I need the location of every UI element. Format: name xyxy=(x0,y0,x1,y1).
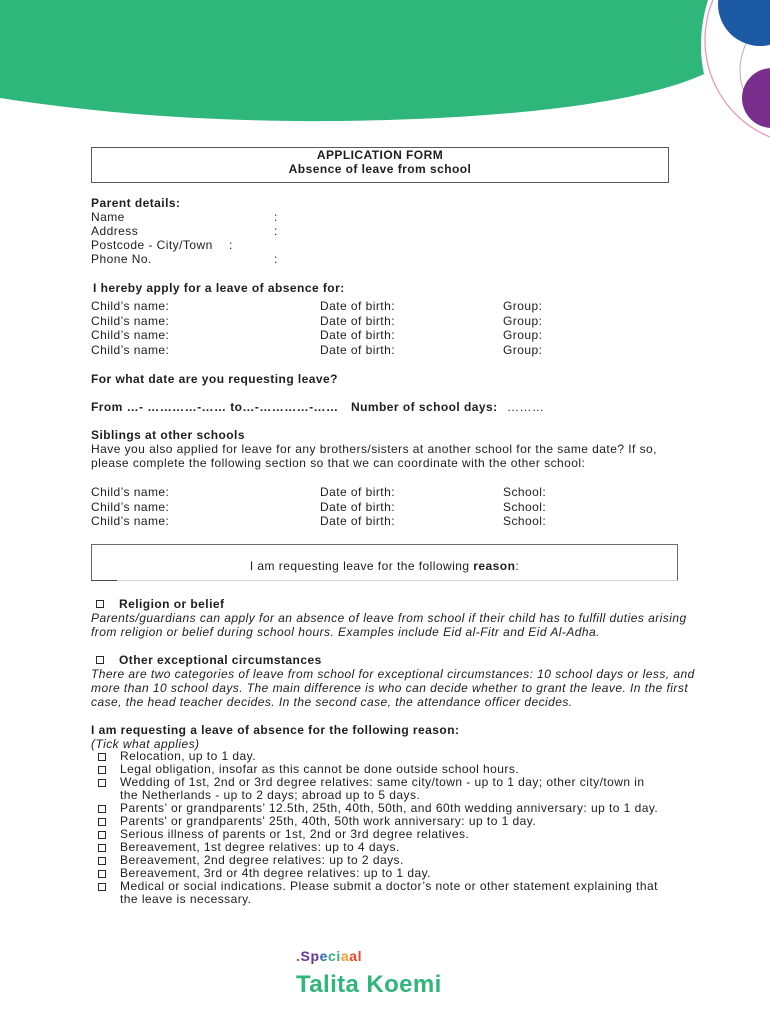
reason-option-text: Parents’ or grandparents’ 12.5th, 25th, 40th, 50th, and 60th wedding anniversary: up to 1 day. xyxy=(120,801,659,815)
logo-letter: l xyxy=(357,948,363,964)
religion-description-line: Parents/guardians can apply for an absence of leave from school if their child has to fulfill duties arising xyxy=(91,611,687,625)
field-separator: : xyxy=(274,210,278,224)
reason-box-text-before: I am requesting leave for the following xyxy=(249,559,474,573)
reason-checkbox[interactable] xyxy=(98,818,106,826)
reasons-heading-wrap xyxy=(91,723,459,751)
date-of-birth-label: Date of birth: xyxy=(320,514,396,528)
date-of-birth-label: Date of birth: xyxy=(320,313,396,328)
logo-letter: a xyxy=(349,948,358,964)
logo-letter: . xyxy=(296,948,301,964)
school-days-value: ……… xyxy=(507,400,545,414)
reason-box xyxy=(91,544,678,581)
reason-option-text: Wedding of 1st, 2nd or 3rd degree relatives: same city/town - up to 1 day; other city/town in xyxy=(120,775,645,789)
child-name-label: Child’s name: xyxy=(91,342,170,357)
field-label-phone: Phone No. xyxy=(91,252,152,266)
field-separator: : xyxy=(274,252,278,266)
green-wave-shape xyxy=(0,0,708,121)
reason-box-text-after: : xyxy=(515,559,520,573)
school-label: School: xyxy=(503,514,547,528)
reason-option-text: Bereavement, 1st degree relatives: up to 4 days. xyxy=(120,840,400,854)
school-label: School: xyxy=(503,499,547,514)
reason-option-text: Serious illness of parents or 1st, 2nd or 3rd degree relatives. xyxy=(120,827,470,841)
reason-option-text: Medical or social indications. Please submit a doctor’s note or other statement explaining that xyxy=(120,879,658,893)
field-label-postcode-city: Postcode - City/Town xyxy=(91,238,213,252)
reason-checkbox[interactable] xyxy=(98,805,106,813)
reason-option-text: Relocation, up to 1 day. xyxy=(120,749,256,763)
group-label: Group: xyxy=(503,328,543,343)
dates-row xyxy=(91,400,691,414)
child-name-label: Child’s name: xyxy=(91,328,170,343)
exceptional-description-line: There are two categories of leave from school for exceptional circumstances: 10 school days or less, and xyxy=(91,667,695,681)
exceptional-label: Other exceptional circumstances xyxy=(119,653,322,667)
sibling-row xyxy=(91,500,691,515)
logo-letter: c xyxy=(328,948,337,964)
reason-option xyxy=(91,880,711,906)
reason-checkbox[interactable] xyxy=(98,831,106,839)
child-row xyxy=(91,343,691,358)
reason-checkbox[interactable] xyxy=(98,753,106,761)
logo-letter: a xyxy=(340,948,350,964)
header-decoration xyxy=(0,0,770,160)
category-row xyxy=(91,597,691,611)
date-of-birth-label: Date of birth: xyxy=(320,328,396,343)
school-label: School: xyxy=(503,485,547,499)
logo-talita-koemi: Talita Koemi xyxy=(296,971,442,998)
category-row xyxy=(91,653,691,667)
field-row-phone xyxy=(91,252,278,266)
field-label-name: Name xyxy=(91,210,125,224)
reason-checkbox[interactable] xyxy=(98,779,106,787)
child-row xyxy=(91,328,691,343)
logo-letter: p xyxy=(310,948,320,964)
child-name-label: Child’s name: xyxy=(91,514,170,528)
reasons-heading: I am requesting a leave of absence for the following reason: xyxy=(91,723,460,737)
reason-checkbox[interactable] xyxy=(98,844,106,852)
field-separator: : xyxy=(229,238,233,252)
parent-details-section xyxy=(91,196,278,266)
logo-letter: S xyxy=(300,948,311,964)
field-row-name xyxy=(91,210,278,224)
child-name-label: Child’s name: xyxy=(91,313,170,328)
exceptional-description-line: case, the head teacher decides. In the second case, the attendance officer decides. xyxy=(91,695,573,709)
category-exceptional xyxy=(91,653,695,709)
dates-row-wrap xyxy=(91,400,691,414)
apply-heading: I hereby apply for a leave of absence for: xyxy=(93,281,345,295)
category-religion xyxy=(91,597,691,639)
reason-checkbox[interactable] xyxy=(98,870,106,878)
reason-option-text: Bereavement, 3rd or 4th degree relatives: up to 1 day. xyxy=(120,866,431,880)
religion-checkbox[interactable] xyxy=(96,600,104,608)
logo-letter: e xyxy=(319,948,328,964)
reason-checkbox[interactable] xyxy=(98,766,106,774)
reason-option xyxy=(91,776,711,802)
form-title-box xyxy=(91,147,669,183)
parent-details-heading: Parent details: xyxy=(91,196,181,210)
reason-box-text-bold: reason xyxy=(473,559,516,573)
dates-heading: For what date are you requesting leave? xyxy=(91,372,338,386)
siblings-table xyxy=(91,485,691,529)
siblings-intro-line: Have you also applied for leave for any brothers/sisters at another school for the same date? If so, xyxy=(91,442,657,456)
form-title: APPLICATION FORM xyxy=(316,148,444,162)
exceptional-checkbox[interactable] xyxy=(96,656,104,664)
reason-option-text: the Netherlands - up to 2 days; abroad up to 5 days. xyxy=(120,788,421,802)
from-to-dates: From …- …………-…… to…-…………-…… xyxy=(91,400,339,414)
apply-heading-wrap xyxy=(93,281,345,295)
child-name-label: Child’s name: xyxy=(91,299,170,313)
field-row-postcode-city xyxy=(91,238,233,252)
siblings-heading: Siblings at other schools xyxy=(91,428,245,442)
field-separator: : xyxy=(274,224,278,238)
religion-label: Religion or belief xyxy=(119,597,225,611)
date-of-birth-label: Date of birth: xyxy=(320,485,396,499)
school-days-label: Number of school days: xyxy=(351,400,498,414)
reasons-hint: (Tick what applies) xyxy=(91,737,200,751)
reason-box-text xyxy=(92,559,677,573)
exceptional-description-line: more than 10 school days. The main difference is who can decide whether to grant the leave. In the first xyxy=(91,681,689,695)
field-row-address xyxy=(91,224,278,238)
sibling-row xyxy=(91,514,691,529)
group-label: Group: xyxy=(503,299,543,313)
child-row xyxy=(91,314,691,329)
dates-heading-wrap xyxy=(91,372,338,386)
children-table xyxy=(91,299,691,357)
reason-option-text: Legal obligation, insofar as this cannot be done outside school hours. xyxy=(120,762,520,776)
logo-letter: i xyxy=(336,948,341,964)
reason-box-corner-mark xyxy=(91,580,117,581)
reason-option-text: Bereavement, 2nd degree relatives: up to 2 days. xyxy=(120,853,404,867)
siblings-section xyxy=(91,428,657,470)
religion-description-line: from religion or belief during school hours. Examples include Eid al-Fitr and Eid Al-Adha. xyxy=(91,625,600,639)
group-label: Group: xyxy=(503,342,543,357)
child-name-label: Child’s name: xyxy=(91,485,170,499)
purple-circle-decoration xyxy=(742,68,770,128)
reason-option-text: the leave is necessary. xyxy=(120,892,252,906)
blue-circle-decoration xyxy=(718,0,770,46)
date-of-birth-label: Date of birth: xyxy=(320,299,396,313)
group-label: Group: xyxy=(503,313,543,328)
date-of-birth-label: Date of birth: xyxy=(320,342,396,357)
sibling-row xyxy=(91,485,691,500)
siblings-intro-line: please complete the following section so that we can coordinate with the other school: xyxy=(91,456,586,470)
logo-speciaal xyxy=(296,948,362,964)
reason-option-text: Parents' or grandparents' 25th, 40th, 50th work anniversary: up to 1 day. xyxy=(120,814,537,828)
reasons-checklist xyxy=(91,750,711,906)
reason-checkbox[interactable] xyxy=(98,883,106,891)
reason-checkbox[interactable] xyxy=(98,857,106,865)
child-row xyxy=(91,299,691,314)
field-label-address: Address xyxy=(91,224,139,238)
child-name-label: Child’s name: xyxy=(91,499,170,514)
date-of-birth-label: Date of birth: xyxy=(320,499,396,514)
form-subtitle: Absence of leave from school xyxy=(288,162,472,176)
